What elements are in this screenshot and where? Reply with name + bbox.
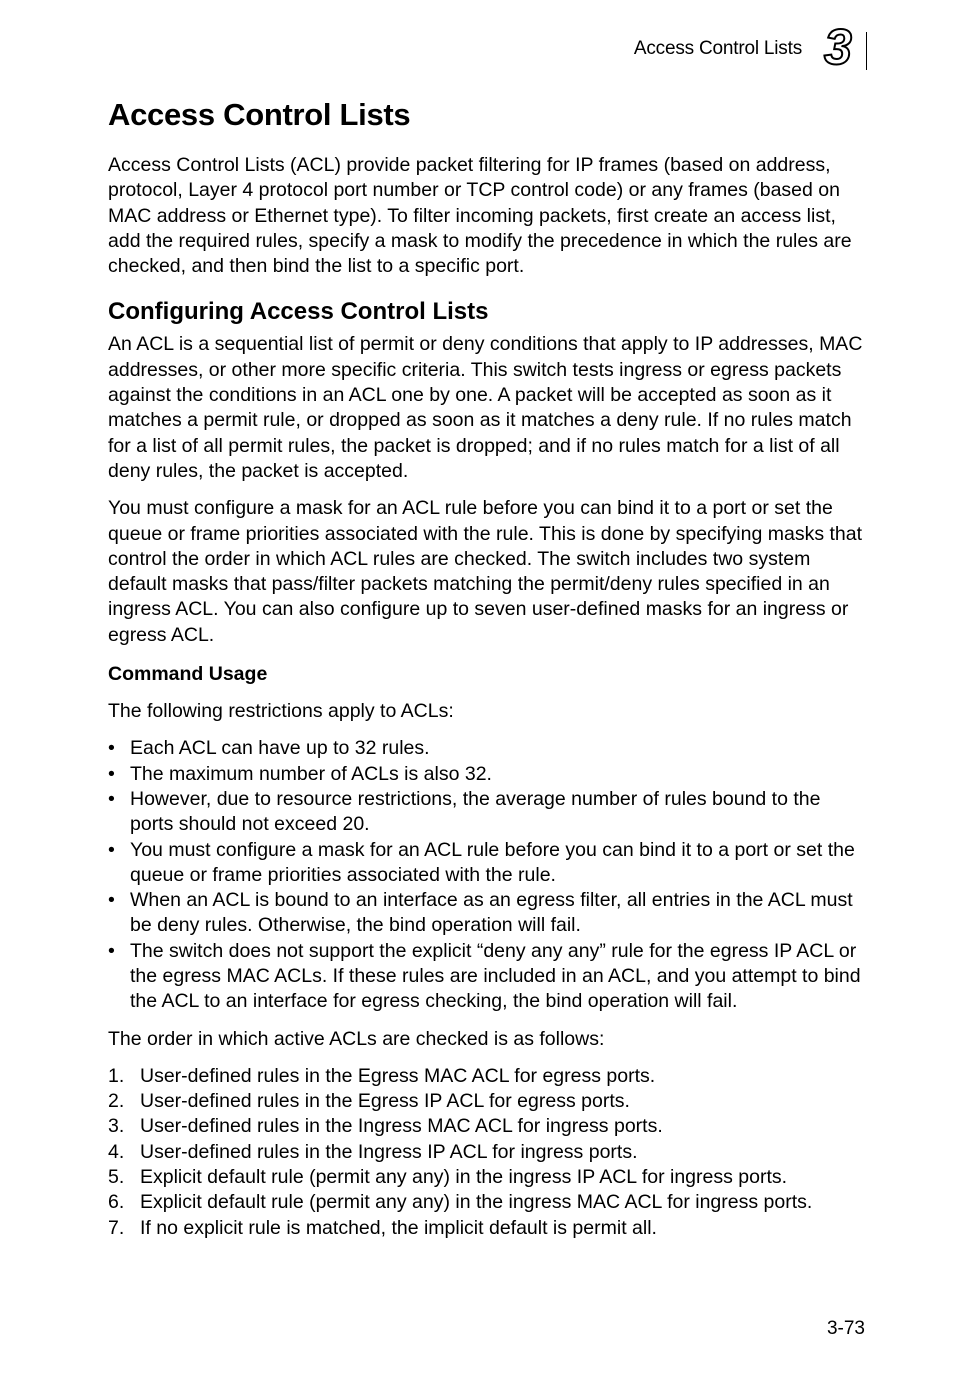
- command-usage-label: Command Usage: [108, 663, 268, 686]
- list-item: [108, 736, 868, 761]
- list-item-text: The maximum number of ACLs is also 32.: [130, 762, 492, 785]
- list-item-text: Explicit default rule (permit any any) in the ingress MAC ACL for ingress ports.: [140, 1191, 813, 1214]
- list-item: [108, 1089, 868, 1114]
- restrictions-list: [108, 736, 868, 1014]
- section-heading: Configuring Access Control Lists: [108, 297, 489, 325]
- list-item-text: User-defined rules in the Egress IP ACL for egress ports.: [140, 1090, 630, 1113]
- section-paragraph-1: An ACL is a sequential list of permit or deny conditions that apply to IP addresses, MAC addresses, or other more specific criteria. This switch tests ingress or egress packets against the conditions in an ACL one by one. A packet will be accepted as soon as it matches a permit rule, or dropped as soon as it matches a deny rule. If no rules match for a list of all permit rules, the packet is dropped; and if no rules match for a list of all deny rules, the packet is accepted.: [108, 333, 863, 482]
- list-item: [108, 787, 868, 838]
- list-item: [108, 762, 868, 787]
- list-item: [108, 1140, 868, 1165]
- list-number: 4.: [108, 1140, 125, 1163]
- running-header-title: Access Control Lists: [633, 38, 802, 59]
- list-item-text: When an ACL is bound to an interface as an egress filter, all entries in the ACL must be deny rules. Otherwise, the bind operation will fail.: [130, 889, 853, 937]
- list-item-text: You must configure a mask for an ACL rule before you can bind it to a port or set the queue or frame priorities associated with the rule.: [130, 838, 855, 886]
- list-item: [108, 1216, 868, 1241]
- list-item: [108, 1114, 868, 1139]
- list-number: 5.: [108, 1166, 125, 1189]
- list-item-text: User-defined rules in the Ingress MAC ACL for ingress ports.: [140, 1115, 663, 1138]
- list-item-text: Each ACL can have up to 32 rules.: [130, 737, 430, 760]
- order-intro: The order in which active ACLs are checked is as follows:: [108, 1027, 605, 1050]
- page-title: Access Control Lists: [108, 97, 411, 132]
- list-item-text: If no explicit rule is matched, the implicit default is permit all.: [140, 1216, 657, 1239]
- list-item: [108, 939, 868, 1015]
- list-item: [108, 888, 868, 939]
- list-item-text: The switch does not support the explicit “deny any any” rule for the egress IP ACL or the egress MAC ACLs. If these rules are included in an ACL, and you attempt to bind the ACL to an interface for egress checking, the bind operation will fail.: [130, 939, 861, 1013]
- order-list: [108, 1064, 868, 1241]
- bullet-mark: •: [108, 762, 115, 785]
- list-item: [108, 838, 868, 889]
- intro-paragraph: Access Control Lists (ACL) provide packet filtering for IP frames (based on address, protocol, Layer 4 protocol port number or TCP control code) or any frames (based on MAC address or Ethernet type). To filter incoming packets, first create an access list, add the required rules, specify a mask to modify the precedence in which the rules are checked, and then bind the list to a specific port.: [108, 154, 852, 278]
- list-item-text: However, due to resource restrictions, the average number of rules bound to the ports should not exceed 20.: [130, 787, 821, 836]
- list-item-text: User-defined rules in the Egress MAC ACL for egress ports.: [140, 1064, 656, 1087]
- list-item: [108, 1190, 868, 1215]
- page-content: [108, 96, 868, 1241]
- bullet-mark: •: [108, 889, 115, 912]
- list-number: 2.: [108, 1090, 125, 1113]
- restrictions-intro: The following restrictions apply to ACLs:: [108, 700, 454, 723]
- bullet-mark: •: [108, 939, 115, 962]
- list-item: [108, 1165, 868, 1190]
- chapter-number: 3: [824, 19, 852, 75]
- section-paragraph-2: You must configure a mask for an ACL rule before you can bind it to a port or set the queue or frame priorities associated with the rule. This is done by specifying masks that control the order in which ACL rules are checked. The switch includes two system default masks that pass/filter packets matching the permit/deny rules specified in an ingress ACL. You can also configure up to seven user-defined masks for an ingress or egress ACL.: [108, 497, 863, 646]
- bullet-mark: •: [108, 737, 115, 760]
- list-item-text: User-defined rules in the Ingress IP ACL for ingress ports.: [140, 1140, 638, 1163]
- page-number: 3-73: [826, 1318, 865, 1339]
- list-number: 7.: [108, 1216, 125, 1239]
- list-item-text: Explicit default rule (permit any any) in the ingress IP ACL for ingress ports.: [140, 1166, 788, 1189]
- list-number: 1.: [108, 1064, 125, 1087]
- list-number: 6.: [108, 1191, 125, 1214]
- bullet-mark: •: [108, 838, 115, 861]
- list-item: [108, 1064, 868, 1089]
- list-number: 3.: [108, 1115, 125, 1138]
- bullet-mark: •: [108, 787, 115, 810]
